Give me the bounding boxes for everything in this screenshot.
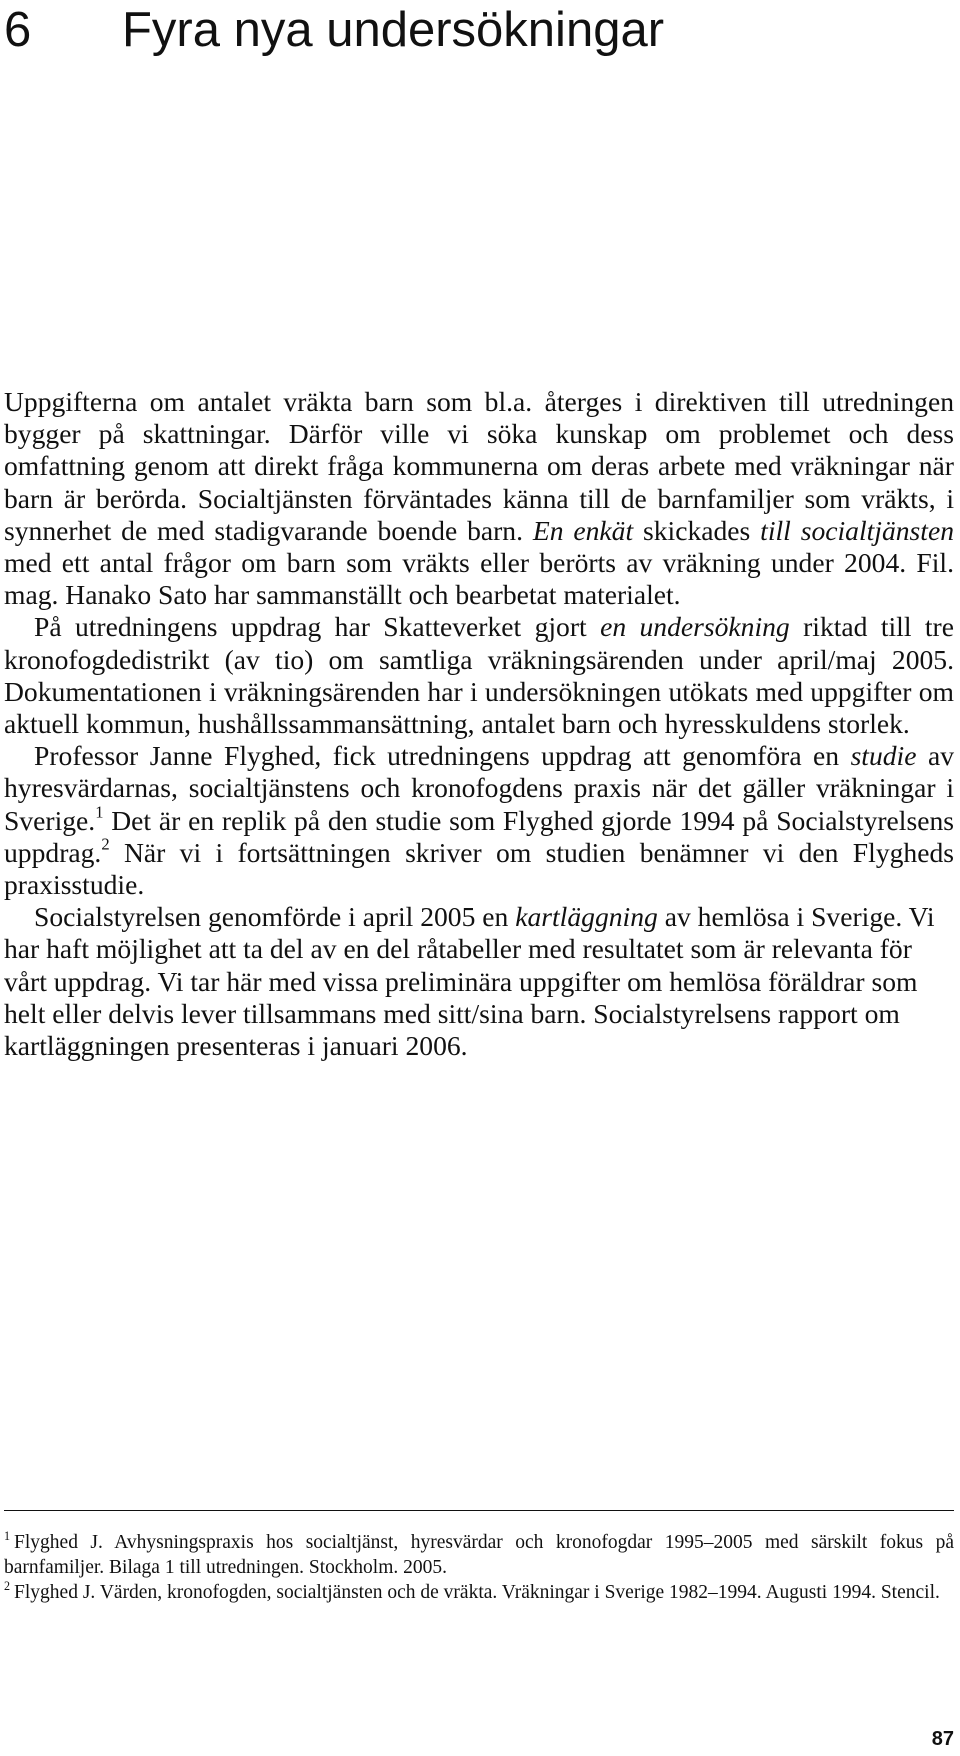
chapter-title: Fyra nya undersökningar: [122, 3, 665, 57]
footnotes: [4, 1530, 954, 1605]
italic-term-studie: studie: [850, 740, 917, 772]
text-run: På utredningens uppdrag har Skatteverket gjort: [34, 611, 601, 643]
text-run: Uppgifterna om antalet vräkta barn som bl.a. återges i direktiven till utredningen bygger på skattningar. Därför ville vi söka kunskap om problemet och dess omfattning genom att direkt fråga kommunerna om deras arbete med vräkningar när barn är berörda. Socialtjänsten förväntades känna till de barnfamiljer som vräkts, i synnerhet de med stadigvarande boende barn.: [4, 386, 954, 546]
footnote-marker-1: 1: [4, 1528, 11, 1543]
page-number: 87: [931, 1728, 954, 1750]
paragraph-4: [4, 901, 954, 1062]
italic-term-en-undersokning: en undersökning: [600, 611, 790, 643]
text-run: av hemlösa i Sverige. Vi har haft möjlighet att ta del av en del råtabeller med resultatet som är relevanta för vårt uppdrag. Vi tar här med vissa preliminära uppgifter om hemlösa föräldrar som helt eller delvis lever tillsammans med sitt/sina barn. Socialstyrelsens rapport om kartläggningen presenteras i januari 2006.: [4, 901, 935, 1062]
text-run: När vi i fortsättningen skriver om studien benämner vi den Flygheds praxisstudie.: [4, 836, 954, 901]
text-run: riktad till tre kronofogdedistrikt (av tio) om samtliga vräkningsärenden under april/maj 2005. Dokumentationen i vräkningsärenden har i undersökningen utökats med uppgifter om aktuell kommun, hushållssammansättning, antalet barn och hyresskuldens storlek.: [4, 611, 954, 740]
italic-term-kartlaggning: kartläggning: [515, 901, 658, 933]
paragraph-1: [4, 386, 954, 611]
footnote-marker-2: 2: [4, 1578, 11, 1593]
chapter-heading: [4, 2, 664, 58]
text-run: Socialstyrelsen genomförde i april 2005 en: [34, 901, 516, 933]
footnote-divider: [4, 1510, 954, 1511]
paragraph-2: [4, 611, 954, 740]
italic-term-en-enkat: En enkät: [532, 514, 634, 546]
footnote-ref-2[interactable]: 2: [101, 834, 110, 854]
text-run: Professor Janne Flyghed, fick utredningens uppdrag att genomföra en: [34, 740, 851, 772]
footnote-text-1: Flyghed J. Avhysningspraxis hos socialtjänst, hyresvärdar och kronofogdar 1995–2005 med särskilt fokus på barnfamiljer. Bilaga 1 till utredningen. Stockholm. 2005.: [4, 1532, 954, 1578]
footnote-ref-1[interactable]: 1: [95, 802, 104, 822]
text-run: Det är en replik på den studie som Flyghed gjorde 1994 på Socialstyrelsens uppdrag.: [4, 804, 954, 868]
italic-term-till-socialtjansten: till socialtjänsten: [760, 514, 954, 546]
footnote-text-2: Flyghed J. Värden, kronofogden, socialtjänsten och de vräkta. Vräkningar i Sverige 1982–1994. Augusti 1994. Stencil.: [14, 1582, 940, 1603]
paragraph-3: [4, 740, 954, 901]
chapter-number: 6: [4, 3, 32, 57]
text-run: av hyresvärdarnas, socialtjänstens och kronofogdens praxis när det gäller vräkningar i Sverige.: [4, 740, 954, 836]
text-run: med ett antal frågor om barn som vräkts eller berörts av vräkning under 2004. Fil. mag. Hanako Sato har sammanställt och bearbetat materialet.: [4, 547, 954, 611]
text-run: skickades: [633, 514, 761, 546]
body-text: [4, 386, 954, 1062]
footnote-1: [4, 1530, 954, 1580]
footnote-2: [4, 1580, 954, 1605]
